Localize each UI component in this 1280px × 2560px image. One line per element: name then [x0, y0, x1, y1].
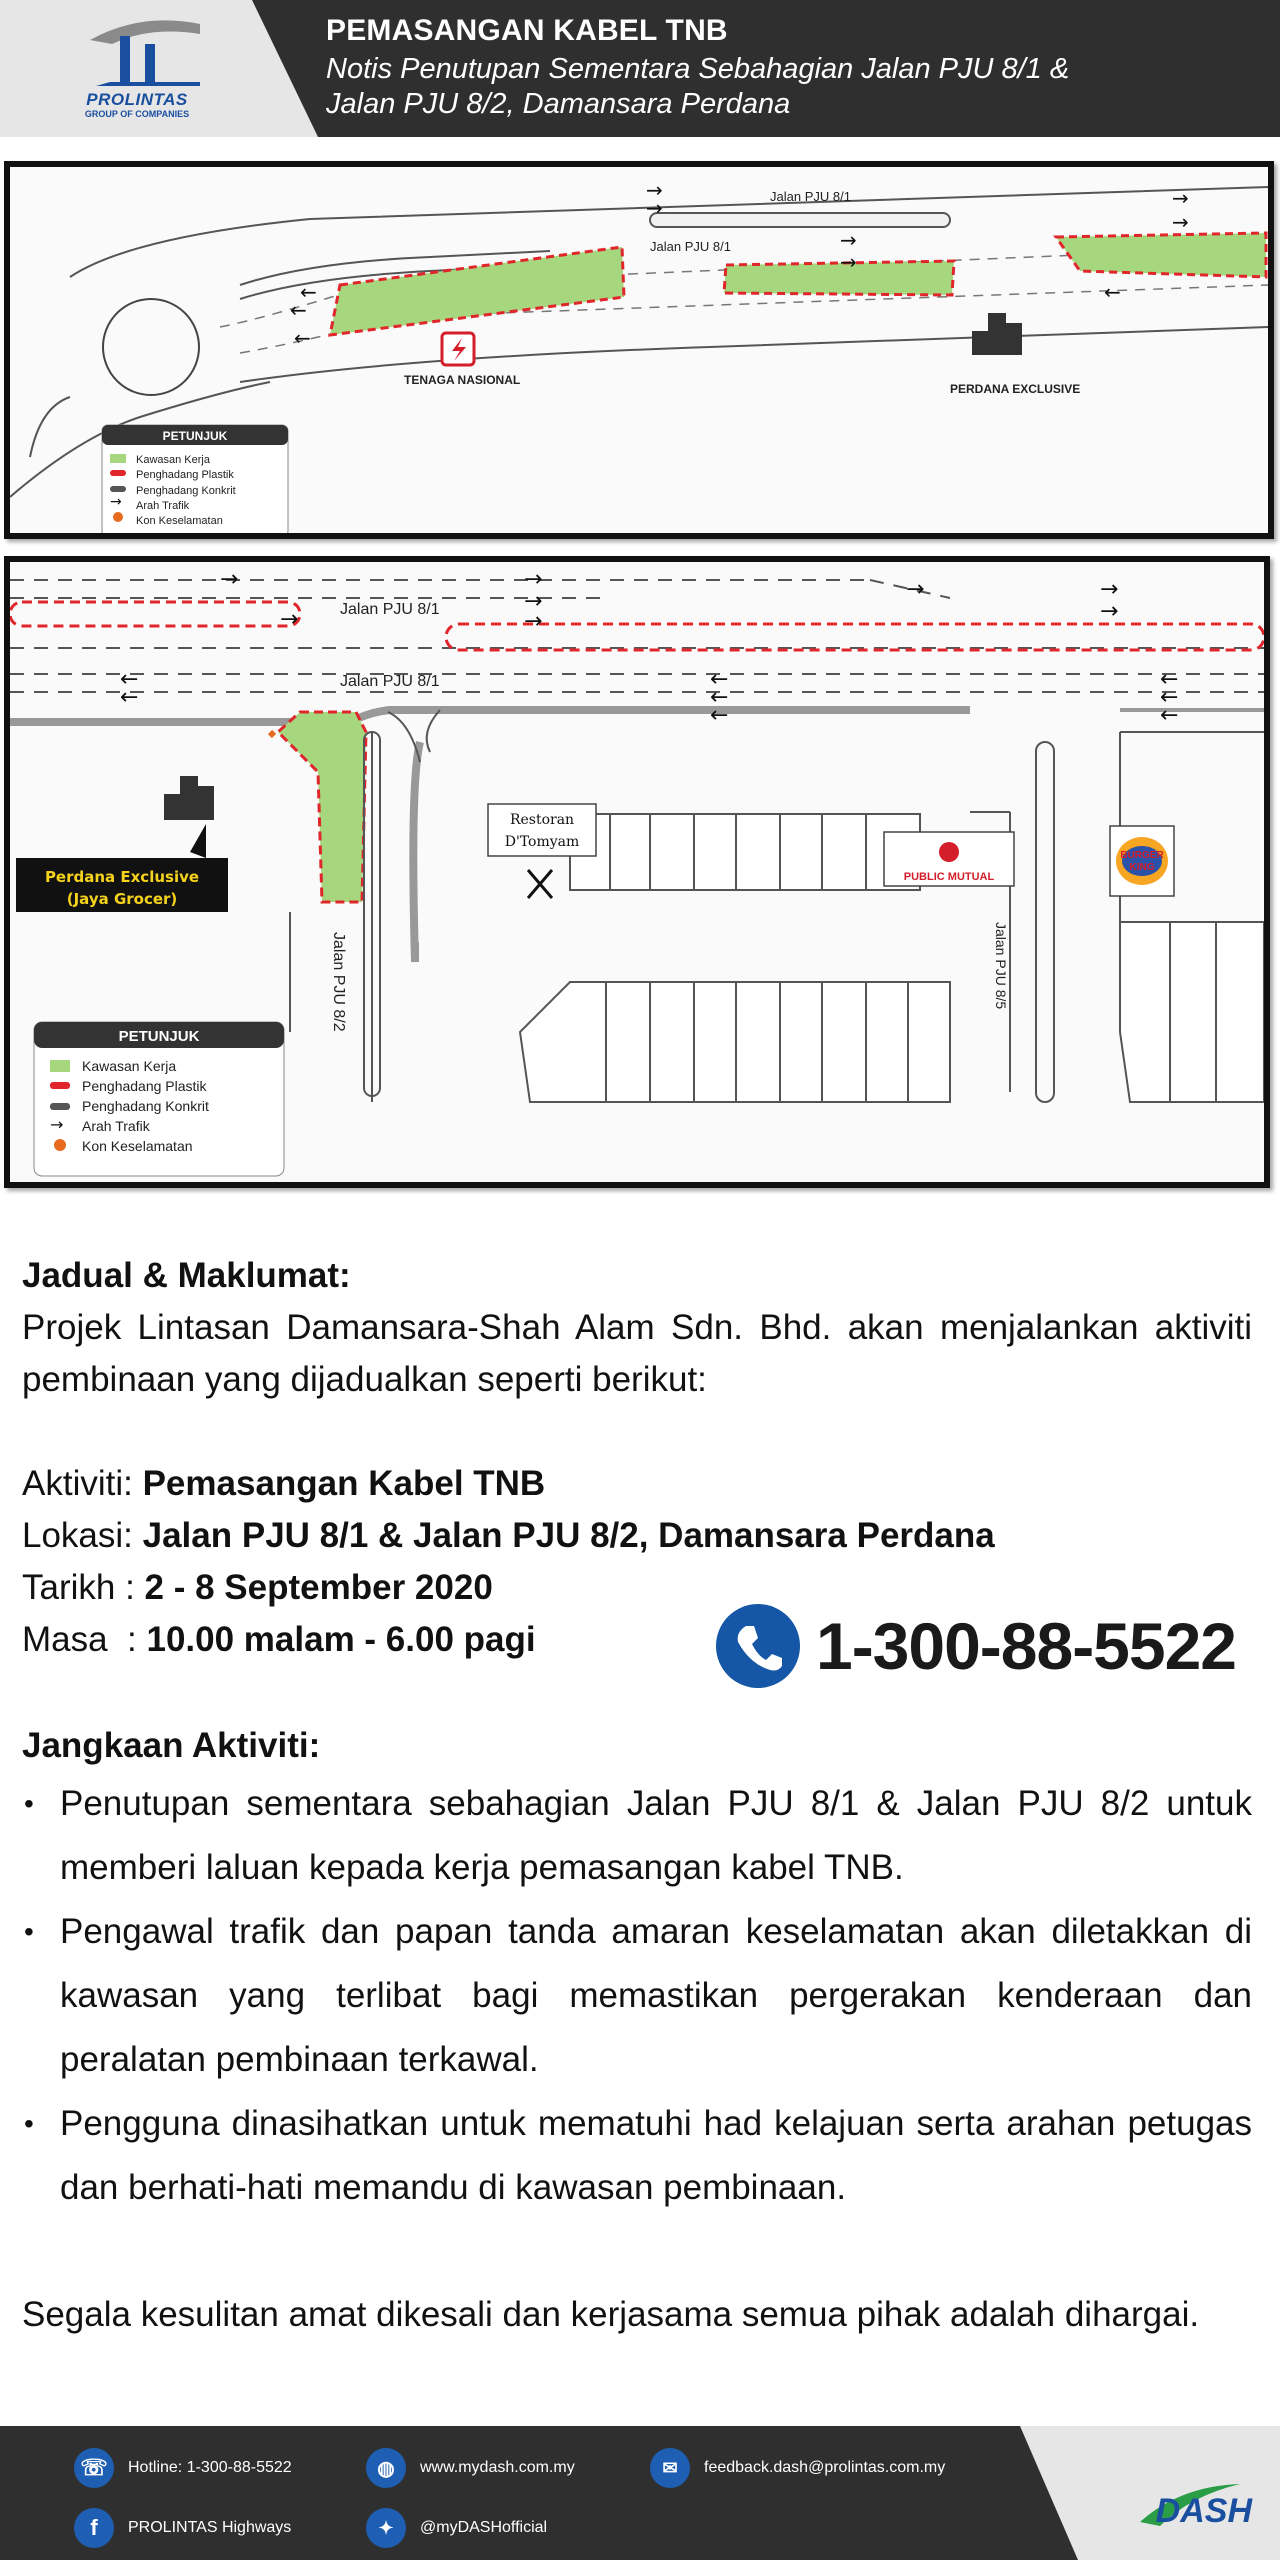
svg-text:→: → — [840, 228, 857, 252]
footer-hotline[interactable]: ☏ Hotline: 1-300-88-5522 — [74, 2448, 292, 2488]
svg-text:←: ← — [710, 667, 729, 692]
svg-text:PETUNJUK: PETUNJUK — [118, 1028, 200, 1045]
map2-road-mid: Jalan PJU 8/1 — [340, 673, 440, 690]
email-icon: ✉ — [650, 2448, 690, 2488]
svg-text:←: ← — [710, 685, 729, 710]
barrier-left — [10, 602, 300, 626]
logo-panel — [0, 0, 318, 137]
svg-text:D'Tomyam: D'Tomyam — [504, 834, 580, 850]
scope-item: • Penutupan sementara sebahagian Jalan PJU 8/1 & Jalan PJU 8/2 untuk memberi laluan kepada kerja pemasangan kabel TNB. — [22, 1772, 1252, 1900]
svg-text:Kon Keselamatan: Kon Keselamatan — [136, 515, 223, 527]
barrier-right — [446, 624, 1264, 650]
work-area-3 — [1056, 233, 1266, 277]
twitter-icon: ✦ — [366, 2508, 406, 2548]
building-icon-2 — [164, 776, 214, 820]
overview-map — [4, 161, 1274, 539]
svg-text:→: → — [280, 607, 299, 632]
svg-text:BURGER: BURGER — [1120, 850, 1164, 861]
scope-section — [22, 1720, 1252, 2220]
svg-text:→: → — [906, 577, 925, 602]
svg-text:Kawasan Kerja: Kawasan Kerja — [82, 1058, 177, 1074]
footer-twitter[interactable]: ✦ @myDASHofficial — [366, 2508, 547, 2548]
logo-name: PROLINTAS — [86, 90, 188, 109]
svg-text:→: → — [1172, 186, 1189, 210]
svg-text:←: ← — [1104, 280, 1121, 304]
tnb-icon — [442, 333, 474, 365]
facebook-icon: f — [74, 2508, 114, 2548]
header — [0, 0, 1280, 137]
svg-text:KING: KING — [1129, 862, 1155, 873]
svg-text:Penghadang Plastik: Penghadang Plastik — [82, 1078, 207, 1094]
perdana-label-1: Perdana Exclusive — [44, 868, 200, 886]
svg-text:Penghadang Plastik: Penghadang Plastik — [136, 469, 234, 481]
burger-king-icon — [1110, 826, 1174, 896]
svg-text:Restoran: Restoran — [509, 812, 575, 828]
dash-logo-text: DASH — [1155, 2492, 1252, 2530]
svg-text:←: ← — [290, 298, 307, 322]
svg-text:PETUNJUK: PETUNJUK — [162, 429, 228, 443]
map2-road-top: Jalan PJU 8/1 — [340, 601, 440, 618]
work-area-2 — [724, 261, 954, 295]
svg-text:→: → — [1172, 210, 1189, 234]
info-row-date: Tarikh : 2 - 8 September 2020 — [22, 1568, 493, 1607]
svg-text:←: ← — [294, 326, 311, 350]
svg-text:→: → — [646, 178, 663, 202]
page-title: PEMASANGAN KABEL TNB — [326, 14, 728, 47]
page-subtitle — [326, 52, 1226, 122]
svg-text:→: → — [1100, 599, 1119, 624]
svg-text:PUBLIC MUTUAL: PUBLIC MUTUAL — [903, 871, 995, 883]
map2-legend — [34, 1022, 284, 1176]
subtitle-line-2: Jalan PJU 8/2, Damansara Perdana — [326, 88, 791, 120]
svg-text:→: → — [110, 494, 122, 510]
scope-title: Jangkaan Aktiviti: — [22, 1726, 321, 1765]
svg-text:←: ← — [300, 280, 317, 304]
svg-text:Kawasan Kerja: Kawasan Kerja — [136, 454, 210, 466]
svg-text:→: → — [840, 250, 857, 274]
svg-text:Arah Trafik: Arah Trafik — [82, 1118, 150, 1134]
svg-text:←: ← — [120, 667, 139, 692]
detail-map-drawing — [10, 562, 1264, 1182]
svg-text:←: ← — [1160, 685, 1179, 710]
public-mutual-icon — [939, 842, 959, 862]
phone-icon — [716, 1604, 800, 1688]
schedule-title: Jadual & Maklumat: — [22, 1256, 351, 1295]
svg-text:→: → — [524, 567, 543, 592]
info-row-time: Masa : 10.00 malam - 6.00 pagi — [22, 1620, 536, 1659]
svg-text:Kon Keselamatan: Kon Keselamatan — [82, 1138, 193, 1154]
closing-note: Segala kesulitan amat dikesali dan kerjasama semua pihak adalah dihargai. — [22, 2295, 1200, 2334]
svg-text:→: → — [50, 1115, 64, 1134]
detail-map — [4, 556, 1270, 1188]
svg-text:Arah Trafik: Arah Trafik — [136, 500, 190, 512]
globe-icon: ◍ — [366, 2448, 406, 2488]
schedule-intro: Projek Lintasan Damansara-Shah Alam Sdn. Bhd. akan menjalankan aktiviti pembinaan yang dijadualkan seperti berikut: — [22, 1308, 1252, 1399]
restaurant-icon — [528, 870, 552, 898]
svg-text:←: ← — [1160, 703, 1179, 728]
work-area-detail — [278, 712, 366, 902]
svg-text:→: → — [524, 609, 543, 634]
svg-text:→: → — [524, 589, 543, 614]
svg-text:→: → — [1100, 577, 1119, 602]
svg-text:→: → — [646, 196, 663, 220]
svg-text:→: → — [220, 567, 239, 592]
footer-website[interactable]: ◍ www.mydash.com.my — [366, 2448, 575, 2488]
subtitle-line-1: Notis Penutupan Sementara Sebahagian Jalan PJU 8/1 & — [326, 53, 1070, 85]
dash-logo-panel — [1020, 2426, 1280, 2560]
scope-item: • Pengguna dinasihatkan untuk mematuhi had kelajuan serta arahan petugas dan berhati-hati memandu di kawasan pembinaan. — [22, 2092, 1252, 2220]
map1-landmark-tnb: TENAGA NASIONAL — [404, 373, 521, 387]
phone-icon: ☏ — [74, 2448, 114, 2488]
map2-road-85: Jalan PJU 8/5 — [993, 922, 1009, 1010]
footer — [0, 2426, 1280, 2560]
hotline-number: 1-300-88-5522 — [816, 1609, 1236, 1683]
svg-text:←: ← — [1160, 667, 1179, 692]
footer-facebook[interactable]: f PROLINTAS Highways — [74, 2508, 291, 2548]
info-row-location: Lokasi: Jalan PJU 8/1 & Jalan PJU 8/2, Damansara Perdana — [22, 1516, 995, 1555]
map1-road-1: Jalan PJU 8/1 — [770, 189, 851, 204]
svg-text:Penghadang Konkrit: Penghadang Konkrit — [136, 485, 236, 497]
svg-text:←: ← — [120, 685, 139, 710]
map1-legend — [102, 425, 288, 533]
info-row-activity: Aktiviti: Pemasangan Kabel TNB — [22, 1464, 546, 1503]
overview-map-drawing — [10, 167, 1268, 533]
perdana-label-2: (Jaya Grocer) — [66, 890, 178, 908]
map1-landmark-perdana: PERDANA EXCLUSIVE — [950, 382, 1081, 396]
scope-item: • Pengawal trafik dan papan tanda amaran keselamatan akan diletakkan di kawasan yang terlibat bagi memastikan pergerakan kenderaan dan peralatan pembinaan terkawal. — [22, 1900, 1252, 2092]
svg-text:←: ← — [710, 703, 729, 728]
hotline-banner[interactable] — [716, 1600, 1256, 1690]
footer-email[interactable]: ✉ feedback.dash@prolintas.com.my — [650, 2448, 945, 2488]
svg-text:Penghadang Konkrit: Penghadang Konkrit — [82, 1098, 209, 1114]
logo-subtitle: GROUP OF COMPANIES — [84, 109, 190, 119]
building-icon — [972, 313, 1022, 355]
map1-road-2: Jalan PJU 8/1 — [650, 239, 731, 254]
map2-road-82: Jalan PJU 8/2 — [330, 932, 347, 1032]
